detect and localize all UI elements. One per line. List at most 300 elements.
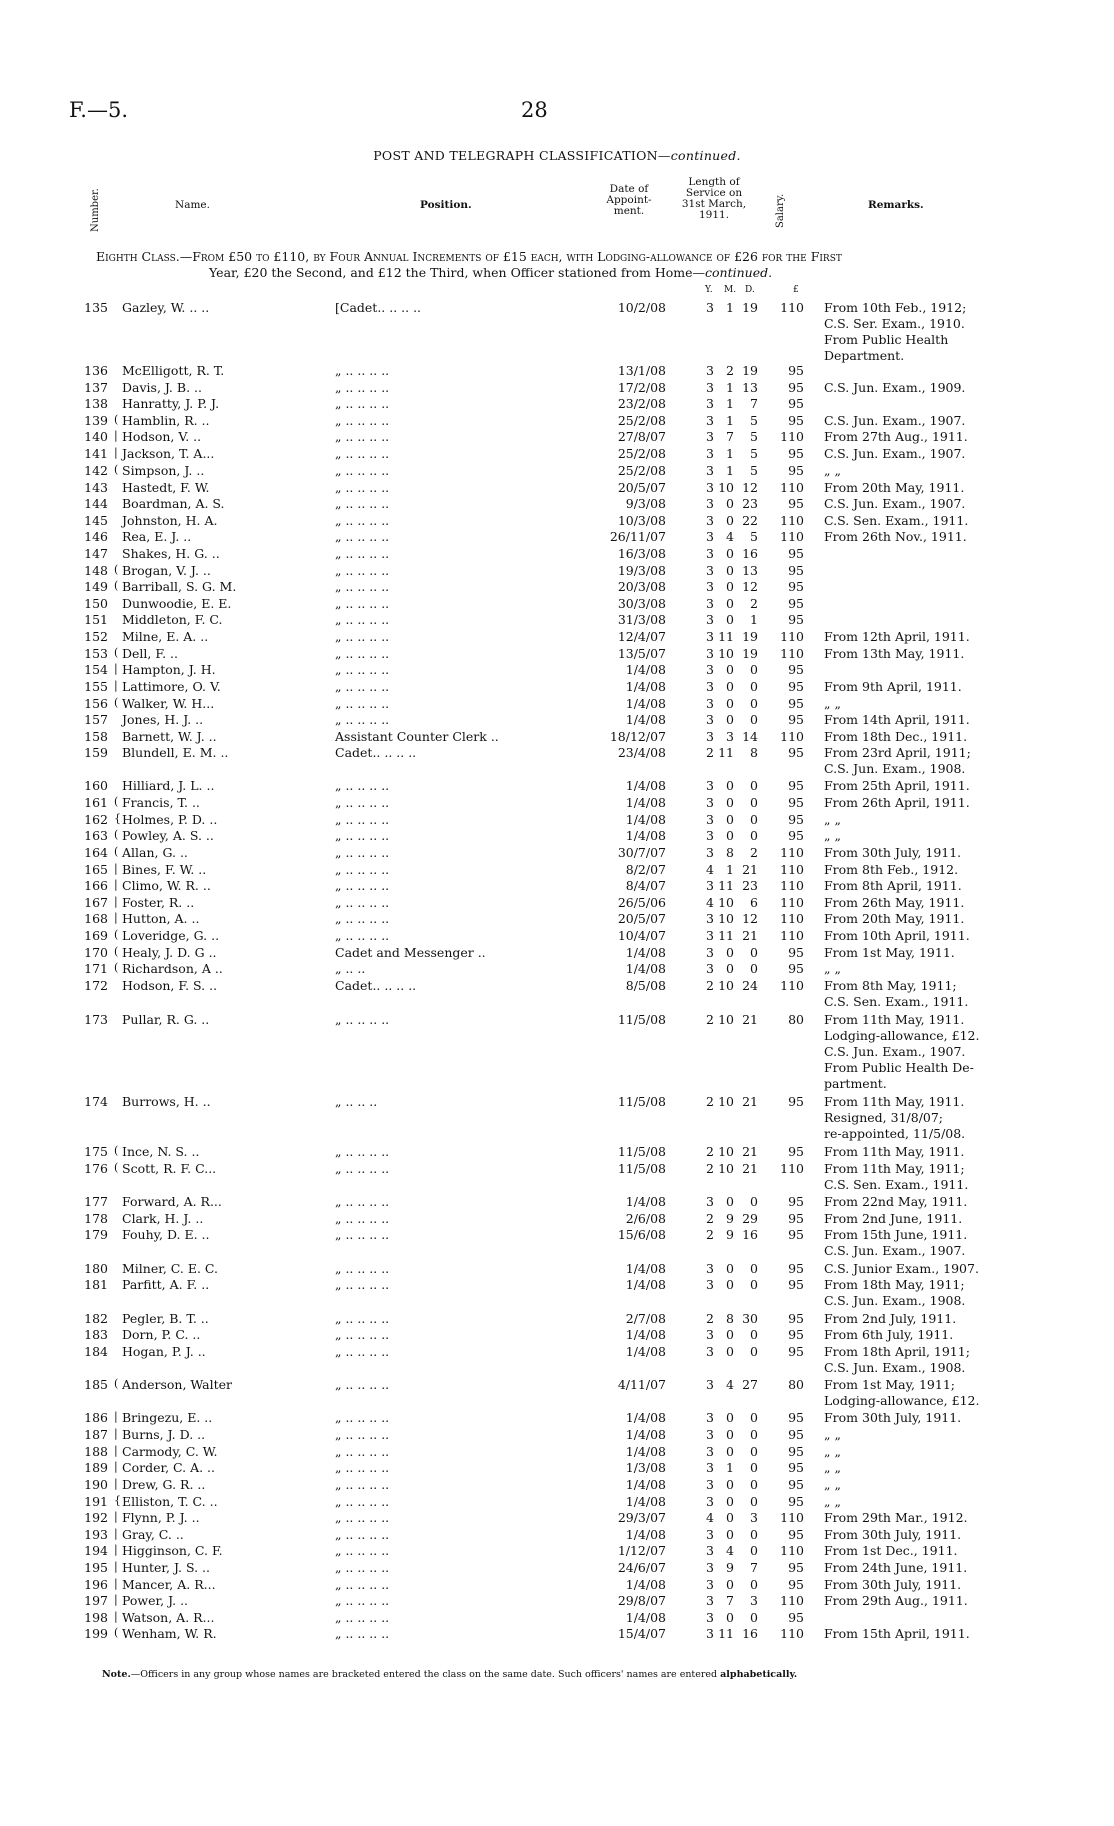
officer-name: Hunter, J. S. .. (122, 1560, 210, 1575)
appointment-date: 1/4/08 (625, 812, 666, 827)
salary: 95 (788, 1277, 804, 1292)
service-years: 2 (706, 1012, 714, 1027)
service-days: 5 (750, 413, 758, 428)
appointment-date: 13/1/08 (617, 363, 666, 378)
position: „ .. .. .. .. (335, 1311, 390, 1326)
position: „ .. .. .. .. (335, 463, 390, 478)
service-years: 2 (706, 1311, 714, 1326)
row-number: 162 (84, 812, 108, 827)
officer-name: Power, J. .. (122, 1593, 189, 1608)
officer-name: Johnston, H. A. (122, 513, 218, 528)
row-number: 177 (84, 1194, 108, 1209)
remark-line: From 18th Dec., 1911. (824, 729, 968, 744)
appointment-date: 30/3/08 (617, 596, 666, 611)
service-days: 23 (742, 878, 758, 893)
service-months: 0 (726, 828, 734, 843)
service-days: 0 (750, 1477, 758, 1492)
officer-name: Brogan, V. J. .. (122, 563, 211, 578)
salary: 95 (788, 1610, 804, 1625)
officer-name: Mancer, A. R... (122, 1577, 216, 1592)
appointment-date: 9/3/08 (625, 496, 666, 511)
remark-line: From Public Health De- (824, 1060, 974, 1075)
officer-name: Drew, G. R. .. (122, 1477, 206, 1492)
service-days: 19 (742, 629, 758, 644)
appointment-date: 31/3/08 (617, 612, 666, 627)
group-bracket: ( (114, 945, 119, 958)
remark-line: From Public Health (824, 332, 949, 347)
service-years: 3 (706, 1194, 714, 1209)
service-months: 0 (726, 1277, 734, 1292)
service-days: 5 (750, 446, 758, 461)
row-number: 156 (84, 696, 108, 711)
position: „ .. .. .. .. (335, 1410, 390, 1425)
appointment-date: 25/2/08 (617, 446, 666, 461)
remark-line: From 1st May, 1911; (824, 1377, 955, 1392)
remark-line: From 25th April, 1911. (824, 778, 970, 793)
service-months: 0 (726, 961, 734, 976)
remark-block (824, 480, 964, 496)
remark-line: From 10th April, 1911. (824, 928, 970, 943)
salary: 95 (788, 380, 804, 395)
appointment-date: 12/4/07 (617, 629, 666, 644)
service-years: 3 (706, 1344, 714, 1359)
row-number: 171 (84, 961, 108, 976)
service-months: 0 (726, 579, 734, 594)
service-days: 7 (750, 396, 758, 411)
position: „ .. .. .. .. (335, 413, 390, 428)
group-bracket: | (114, 1410, 118, 1423)
service-days: 0 (750, 696, 758, 711)
note-emph: alphabetically. (720, 1669, 798, 1680)
group-bracket: ( (114, 928, 119, 941)
remark-line: „ „ (824, 463, 841, 478)
remark-block (824, 429, 968, 445)
service-months: 8 (726, 845, 734, 860)
remark-block (824, 446, 965, 462)
appointment-date: 23/4/08 (617, 745, 666, 760)
service-years: 2 (706, 745, 714, 760)
service-years: 3 (706, 729, 714, 744)
service-days: 0 (750, 945, 758, 960)
appointment-date: 20/5/07 (617, 480, 666, 495)
remark-line: From 26th April, 1911. (824, 795, 970, 810)
remark-block (824, 1477, 841, 1493)
service-days: 21 (742, 1012, 758, 1027)
remark-block (824, 1161, 968, 1193)
remark-block (824, 529, 967, 545)
appointment-date: 13/5/07 (617, 646, 666, 661)
salary: 95 (788, 463, 804, 478)
position: Cadet and Messenger .. (335, 945, 486, 960)
service-days: 5 (750, 463, 758, 478)
officer-name: Dell, F. .. (122, 646, 178, 661)
group-bracket: | (114, 429, 118, 442)
table-row (0, 1460, 1114, 1476)
service-years: 3 (706, 945, 714, 960)
col-header-number: Number. (90, 188, 101, 232)
row-number: 198 (84, 1610, 108, 1625)
officer-name: Francis, T. .. (122, 795, 200, 810)
service-months: 7 (726, 429, 734, 444)
group-bracket: ( (114, 563, 119, 576)
service-months: 0 (726, 712, 734, 727)
service-years: 3 (706, 629, 714, 644)
remark-line: „ „ (824, 1494, 841, 1509)
service-months: 3 (726, 729, 734, 744)
position: „ .. .. .. .. (335, 928, 390, 943)
remark-block (824, 1460, 841, 1476)
service-days: 21 (742, 862, 758, 877)
officer-name: Gazley, W. .. .. (122, 300, 210, 315)
officer-name: Ince, N. S. .. (122, 1144, 200, 1159)
service-years: 3 (706, 1593, 714, 1608)
remark-line: „ „ (824, 696, 841, 711)
service-months: 0 (726, 596, 734, 611)
service-months: 2 (726, 363, 734, 378)
remark-line: Resigned, 31/8/07; (824, 1110, 944, 1125)
position: „ .. .. .. .. (335, 612, 390, 627)
service-months: 1 (726, 862, 734, 877)
service-months: 0 (726, 778, 734, 793)
service-days: 19 (742, 363, 758, 378)
remark-block (824, 878, 962, 894)
remark-line: From 24th June, 1911. (824, 1560, 968, 1575)
service-days: 3 (750, 1593, 758, 1608)
service-days: 16 (742, 1626, 758, 1641)
service-days: 0 (750, 1277, 758, 1292)
position: „ .. .. .. (335, 1094, 378, 1109)
remark-line: From 15th April, 1911. (824, 1626, 970, 1641)
table-row (0, 463, 1114, 479)
service-days: 12 (742, 911, 758, 926)
title-suffix: —continued. (657, 148, 741, 163)
position: „ .. .. .. .. (335, 862, 390, 877)
group-bracket: ( (114, 845, 119, 858)
remark-line: From 30th July, 1911. (824, 1410, 962, 1425)
salary: 110 (780, 928, 804, 943)
service-years: 4 (706, 895, 714, 910)
position: „ .. .. .. .. (335, 1494, 390, 1509)
service-months: 9 (726, 1211, 734, 1226)
remark-block (824, 1327, 953, 1343)
service-months: 9 (726, 1227, 734, 1242)
row-number: 183 (84, 1327, 108, 1342)
note-label: Note. (102, 1669, 131, 1680)
unit-days: D. (745, 285, 755, 295)
position: „ .. .. .. .. (335, 1277, 390, 1292)
appointment-date: 20/3/08 (617, 579, 666, 594)
officer-name: Burrows, H. .. (122, 1094, 211, 1109)
row-number: 178 (84, 1211, 108, 1226)
position: „ .. .. .. .. (335, 712, 390, 727)
service-years: 4 (706, 862, 714, 877)
service-months: 0 (726, 696, 734, 711)
appointment-date: 1/4/08 (625, 1427, 666, 1442)
appointment-date: 1/4/08 (625, 1277, 666, 1292)
remark-block (824, 729, 967, 745)
service-years: 2 (706, 1094, 714, 1109)
position: „ .. .. .. .. (335, 878, 390, 893)
appointment-date: 2/7/08 (625, 1311, 666, 1326)
remark-line: From 8th April, 1911. (824, 878, 962, 893)
salary: 95 (788, 1327, 804, 1342)
service-years: 3 (706, 480, 714, 495)
position: Cadet.. .. .. .. (335, 978, 417, 993)
remark-line: From 6th July, 1911. (824, 1327, 954, 1342)
appointment-date: 1/12/07 (617, 1543, 666, 1558)
position: „ .. .. .. .. (335, 1460, 390, 1475)
officer-name: Middleton, F. C. (122, 612, 223, 627)
date-line-3: ment. (613, 205, 645, 217)
appointment-date: 1/4/08 (625, 1344, 666, 1359)
officer-name: Higginson, C. F. (122, 1543, 223, 1558)
service-days: 23 (742, 496, 758, 511)
officer-name: Walker, W. H... (122, 696, 215, 711)
service-years: 3 (706, 1527, 714, 1542)
table-row (0, 579, 1114, 595)
row-number: 168 (84, 911, 108, 926)
officer-name: Hogan, P. J. .. (122, 1344, 206, 1359)
service-days: 0 (750, 712, 758, 727)
service-years: 3 (706, 563, 714, 578)
remark-block (824, 812, 841, 828)
service-years: 2 (706, 1227, 714, 1242)
service-days: 19 (742, 646, 758, 661)
service-years: 3 (706, 446, 714, 461)
position: „ .. .. .. .. (335, 696, 390, 711)
group-bracket: | (114, 1527, 118, 1540)
appointment-date: 17/2/08 (617, 380, 666, 395)
officer-name: Shakes, H. G. .. (122, 546, 220, 561)
service-days: 14 (742, 729, 758, 744)
service-months: 4 (726, 1543, 734, 1558)
salary: 95 (788, 945, 804, 960)
remark-block (824, 1527, 961, 1543)
service-months: 10 (718, 1161, 734, 1176)
service-years: 3 (706, 396, 714, 411)
service-months: 1 (726, 1460, 734, 1475)
remark-block (824, 679, 962, 695)
salary: 95 (788, 446, 804, 461)
service-months: 0 (726, 679, 734, 694)
service-years: 3 (706, 1410, 714, 1425)
officer-name: Bines, F. W. .. (122, 862, 207, 877)
appointment-date: 1/4/08 (625, 961, 666, 976)
service-months: 4 (726, 529, 734, 544)
remark-line: From 11th May, 1911; (824, 1161, 965, 1176)
row-number: 182 (84, 1311, 108, 1326)
title-text: POST AND TELEGRAPH CLASSIFICATION (373, 148, 658, 163)
group-bracket: | (114, 1510, 118, 1523)
salary: 95 (788, 1410, 804, 1425)
service-days: 30 (742, 1311, 758, 1326)
appointment-date: 11/5/08 (617, 1094, 666, 1109)
row-number: 186 (84, 1410, 108, 1425)
row-number: 160 (84, 778, 108, 793)
col-header-position: Position. (420, 199, 472, 211)
service-months: 0 (726, 1527, 734, 1542)
service-years: 3 (706, 646, 714, 661)
salary: 110 (780, 978, 804, 993)
service-days: 21 (742, 1144, 758, 1159)
officer-name: Dorn, P. C. .. (122, 1327, 201, 1342)
officer-name: Blundell, E. M. .. (122, 745, 229, 760)
position: „ .. .. .. .. (335, 828, 390, 843)
position: „ .. .. .. .. (335, 563, 390, 578)
row-number: 136 (84, 363, 108, 378)
appointment-date: 26/11/07 (609, 529, 666, 544)
service-days: 0 (750, 1427, 758, 1442)
salary: 95 (788, 679, 804, 694)
service-months: 10 (718, 1012, 734, 1027)
salary: 95 (788, 1560, 804, 1575)
service-days: 13 (742, 563, 758, 578)
group-bracket: | (114, 1460, 118, 1473)
appointment-date: 8/5/08 (625, 978, 666, 993)
position: „ .. .. .. .. (335, 380, 390, 395)
position: „ .. .. .. .. (335, 895, 390, 910)
officer-name: Healy, J. D. G .. (122, 945, 217, 960)
group-bracket: { (114, 1494, 121, 1507)
table-row (0, 612, 1114, 628)
position: Assistant Counter Clerk .. (335, 729, 499, 744)
officer-name: Davis, J. B. .. (122, 380, 202, 395)
service-days: 22 (742, 513, 758, 528)
group-bracket: ( (114, 413, 119, 426)
officer-name: Forward, A. R... (122, 1194, 222, 1209)
remark-block (824, 1344, 970, 1376)
remark-line: C.S. Sen. Exam., 1911. (824, 513, 969, 528)
row-number: 185 (84, 1377, 108, 1392)
salary: 95 (788, 1577, 804, 1592)
group-bracket: | (114, 862, 118, 875)
salary: 110 (780, 629, 804, 644)
remark-line: From 20th May, 1911. (824, 911, 965, 926)
service-years: 3 (706, 778, 714, 793)
appointment-date: 1/4/08 (625, 679, 666, 694)
appointment-date: 8/4/07 (625, 878, 666, 893)
remark-line: C.S. Jun. Exam., 1908. (824, 1360, 966, 1375)
remark-block (824, 1510, 968, 1526)
officer-name: Barnett, W. J. .. (122, 729, 217, 744)
group-bracket: ( (114, 828, 119, 841)
remark-line: C.S. Jun. Exam., 1907. (824, 413, 966, 428)
salary: 110 (780, 862, 804, 877)
officer-name: Climo, W. R. .. (122, 878, 211, 893)
position: „ .. .. .. .. (335, 429, 390, 444)
service-months: 0 (726, 945, 734, 960)
remark-block (824, 895, 964, 911)
remark-block (824, 961, 841, 977)
length-line-3: 31st March, (681, 198, 747, 210)
salary: 110 (780, 529, 804, 544)
position: „ .. .. .. .. (335, 1543, 390, 1558)
officer-name: Loveridge, G. .. (122, 928, 220, 943)
salary: 95 (788, 1227, 804, 1242)
appointment-date: 15/6/08 (617, 1227, 666, 1242)
salary: 95 (788, 712, 804, 727)
remark-block (824, 795, 970, 811)
row-number: 158 (84, 729, 108, 744)
group-bracket: | (114, 1543, 118, 1556)
service-days: 27 (742, 1377, 758, 1392)
remark-block (824, 300, 966, 364)
service-days: 0 (750, 1543, 758, 1558)
salary: 95 (788, 1444, 804, 1459)
remark-block (824, 1144, 964, 1160)
remark-line: Lodging-allowance, £12. (824, 1393, 980, 1408)
position: „ .. .. .. .. (335, 1577, 390, 1592)
row-number: 179 (84, 1227, 108, 1242)
remark-block (824, 862, 958, 878)
remark-line: „ „ (824, 961, 841, 976)
appointment-date: 1/4/08 (625, 712, 666, 727)
remark-line: From 9th April, 1911. (824, 679, 962, 694)
salary: 110 (780, 1510, 804, 1525)
service-months: 0 (726, 662, 734, 677)
service-days: 5 (750, 429, 758, 444)
appointment-date: 19/3/08 (617, 563, 666, 578)
salary: 95 (788, 1194, 804, 1209)
group-bracket: | (114, 1427, 118, 1440)
salary: 110 (780, 1626, 804, 1641)
appointment-date: 11/5/08 (617, 1144, 666, 1159)
row-number: 159 (84, 745, 108, 760)
group-bracket: ( (114, 696, 119, 709)
class-heading-line-2 (96, 265, 996, 281)
remark-line: C.S. Jun. Exam., 1908. (824, 761, 966, 776)
salary: 110 (780, 513, 804, 528)
service-years: 3 (706, 1494, 714, 1509)
remark-line: re-appointed, 11/5/08. (824, 1126, 966, 1141)
group-bracket: | (114, 1593, 118, 1606)
row-number: 135 (84, 300, 108, 315)
salary: 95 (788, 828, 804, 843)
group-bracket: { (114, 812, 121, 825)
row-number: 189 (84, 1460, 108, 1475)
group-bracket: | (114, 895, 118, 908)
service-months: 11 (718, 745, 734, 760)
remark-block (824, 845, 961, 861)
service-years: 3 (706, 1610, 714, 1625)
service-days: 7 (750, 1560, 758, 1575)
service-months: 11 (718, 928, 734, 943)
officer-name: Hutton, A. .. (122, 911, 200, 926)
unit-years: Y. (705, 285, 713, 295)
salary: 95 (788, 396, 804, 411)
appointment-date: 15/4/07 (617, 1626, 666, 1641)
row-number: 140 (84, 429, 108, 444)
row-number: 157 (84, 712, 108, 727)
remark-block (824, 1227, 967, 1259)
remark-block (824, 496, 965, 512)
row-number: 150 (84, 596, 108, 611)
appointment-date: 11/5/08 (617, 1161, 666, 1176)
service-years: 3 (706, 1543, 714, 1558)
service-months: 10 (718, 911, 734, 926)
service-days: 12 (742, 480, 758, 495)
appointment-date: 1/4/08 (625, 1477, 666, 1492)
salary: 95 (788, 1427, 804, 1442)
position: „ .. .. .. .. (335, 496, 390, 511)
row-number: 195 (84, 1560, 108, 1575)
appointment-date: 1/4/08 (625, 1194, 666, 1209)
remark-block (824, 1577, 961, 1593)
appointment-date: 1/4/08 (625, 1527, 666, 1542)
position: „ .. .. .. .. (335, 1527, 390, 1542)
row-number: 191 (84, 1494, 108, 1509)
service-days: 2 (750, 596, 758, 611)
